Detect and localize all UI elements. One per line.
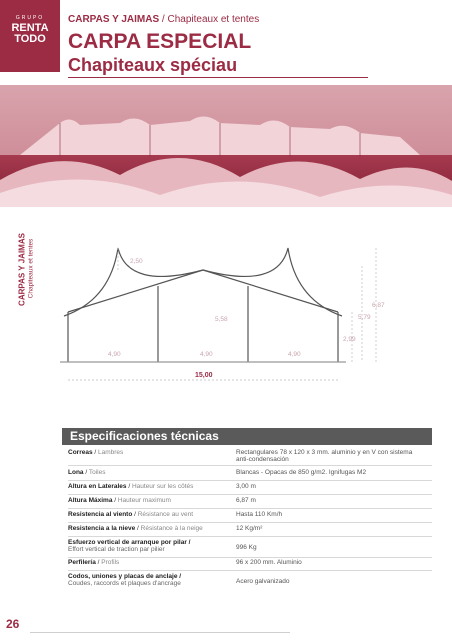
spec-label-es: Correas (68, 449, 93, 456)
breadcrumb-category-es: CARPAS Y JAIMAS (68, 14, 160, 25)
spec-value: Hasta 110 Km/h (236, 511, 283, 518)
spec-label-es: Lona (68, 469, 84, 476)
spec-row: Resistencia a la nieve / Résistance à la neige 12 Kg/m² (62, 525, 442, 539)
brand-grupo: GRUPO (15, 15, 45, 21)
spec-value: Acero galvanizado (236, 578, 290, 585)
dim-total-width: 15,00 (195, 372, 213, 379)
spec-label-es: Resistencia a la nieve (68, 525, 136, 532)
spec-label-fr: Hauteur maximum (117, 497, 171, 504)
spec-value: 96 x 200 mm. Aluminio (236, 559, 302, 566)
spec-label-es: Resistencia al viento (68, 511, 133, 518)
dim-peak-offset: 2,50 (130, 258, 143, 265)
spec-value: Blancas - Opacas de 850 g/m2. Ignifugas M2 (236, 469, 367, 476)
spec-label-fr: Profils (101, 559, 120, 566)
page-number-box (0, 614, 30, 634)
tent-photo (0, 85, 452, 207)
page-number: 26 (6, 617, 20, 631)
breadcrumb (68, 14, 259, 25)
dim-span-middle: 5,58 (215, 316, 228, 323)
side-category-label (8, 235, 34, 315)
brand-logo (0, 0, 60, 72)
spec-row: Lona / Toiles Blancas - Opacas de 850 g/m2. Ignifugas M2 (62, 469, 442, 483)
dim-bay1: 4,90 (108, 351, 121, 358)
spec-row: Resistencia al viento / Résistance au vent Hasta 110 Km/h (62, 511, 442, 525)
spec-label-fr: Résistance au vent (137, 511, 194, 518)
spec-label-fr: Coudes, raccords et plaques d'ancrage (68, 580, 181, 587)
spec-label-es: Perfilería (68, 559, 96, 566)
title-divider (68, 77, 368, 78)
spec-label-fr: Résistance à la neige (140, 525, 203, 532)
dim-right-height-total: 6,87 (372, 302, 385, 309)
breadcrumb-separator: / (159, 14, 168, 25)
spec-value: Rectangulares 78 x 120 x 3 mm. aluminio y en V con sistema anti-condensación (236, 449, 413, 463)
footer-rule (30, 632, 290, 633)
breadcrumb-category-fr: Chapiteaux et tentes (167, 14, 260, 25)
spec-row: Correas / Lambres Rectangulares 78 x 120 x 3 mm. aluminio y en V con sistema anti-condensación (62, 449, 442, 469)
tent-elevation-diagram (40, 230, 440, 390)
spec-value: 3,00 m (236, 483, 256, 490)
side-label-fr: Chapiteaux et tentes (27, 238, 35, 299)
brand-line1: RENTA (11, 22, 49, 34)
tent-photo-illustration (0, 85, 452, 207)
tent-elevation-drawing (40, 230, 440, 390)
spec-label-es: Esfuerzo vertical de arranque por pilar / (68, 539, 191, 546)
specs-heading-bar (62, 428, 432, 445)
dim-bay3: 4,90 (288, 351, 301, 358)
brand-line2: TODO (14, 33, 46, 45)
specs-heading: Especificaciones técnicas (70, 429, 219, 443)
spec-row: Altura en Laterales / Hauteur sur les côtés 3,00 m (62, 483, 442, 497)
dim-wall-height: 2,99 (343, 336, 356, 343)
spec-row: Altura Máxima / Hauteur maximum 6,87 m (62, 497, 442, 511)
spec-row (62, 539, 442, 559)
spec-label-fr: Toiles (88, 469, 106, 476)
dim-right-height-mid: 5,79 (358, 314, 371, 321)
spec-value: 6,87 m (236, 497, 256, 504)
side-label-es: CARPAS Y JAIMAS (17, 233, 27, 306)
spec-label-es: Altura en Laterales (68, 483, 127, 490)
page-title: CARPA ESPECIAL (68, 30, 252, 53)
spec-label-es: Codos, uniones y placas de anclaje / (68, 573, 182, 580)
spec-label-fr: Lambres (98, 449, 124, 456)
spec-label-fr: Effort vertical de traction par pilier (68, 546, 165, 553)
spec-row (62, 573, 442, 593)
spec-row: Perfilería / Profils 96 x 200 mm. Aluminio (62, 559, 442, 573)
spec-label-fr: Hauteur sur les côtés (131, 483, 194, 490)
spec-value: 12 Kg/m² (236, 525, 263, 532)
spec-value: 996 Kg (236, 544, 257, 551)
page-subtitle: Chapiteaux spéciau (68, 55, 238, 75)
dim-bay2: 4,90 (200, 351, 213, 358)
spec-label-es: Altura Máxima (68, 497, 113, 504)
